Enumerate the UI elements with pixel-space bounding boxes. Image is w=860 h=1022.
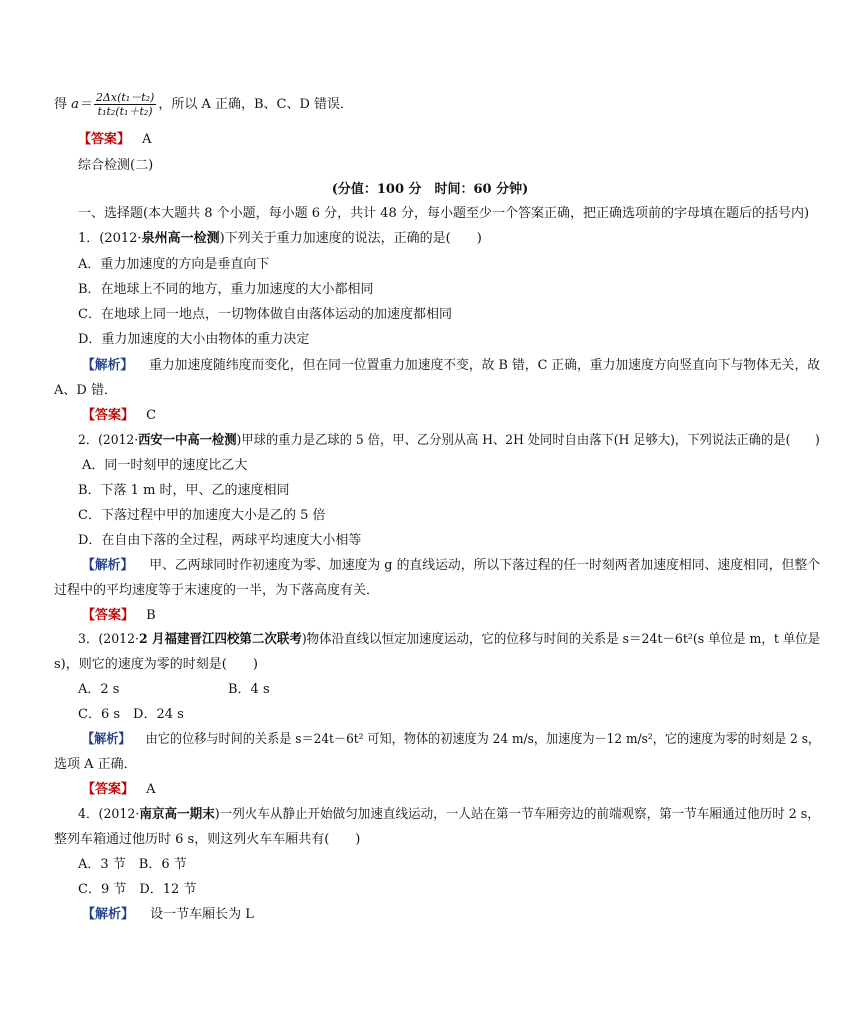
analysis-text: 甲、乙两球同时作初速度为零、加速度为 g 的直线运动，所以下落过程的任一时刻两者加速度相同、速度相同，但整个 (149, 558, 821, 573)
question-3-options-cd: C．6 s D．24 s (78, 707, 184, 722)
question-number: 3．(2012· (78, 632, 140, 647)
question-3-analysis (82, 731, 820, 749)
formula-line (54, 88, 353, 122)
question-3-options-ab (78, 681, 678, 699)
question-text: )一列火车从静止开始做匀加速直线运动，一人站在第一节车厢旁边的前端观察，第一节车厢通过他历时 2 s， (214, 807, 820, 822)
score-info: (分值：100 分 时间：60 分钟) (331, 182, 529, 197)
instructions: 一、选择题(本大题共 8 个小题，每小题 6 分，共计 48 分，每小题至少一个答案正确，把正确选项前的字母填在题后的括号内) (78, 206, 810, 221)
question-2-option-b: B．下落 1 m 时，甲、乙的速度相同 (78, 483, 290, 498)
answer-tag: 【答案】 (82, 608, 135, 623)
question-4-stem-cont: 整列车箱通过他历时 6 s，则这列火车车厢共有( ) (54, 832, 361, 847)
question-2-option-d: D．在自由下落的全过程，两球平均速度大小相等 (78, 533, 362, 548)
analysis-text: 设一节车厢长为 L (150, 907, 254, 922)
question-1-option-a: A．重力加速度的方向是垂直向下 (78, 257, 270, 272)
analysis-tag: 【解析】 (82, 732, 131, 747)
question-3-answer (82, 781, 156, 799)
answer-tag: 【答案】 (78, 132, 131, 147)
answer-value: A (142, 132, 152, 147)
question-source: 西安一中高一检测 (138, 433, 237, 448)
question-4-analysis (82, 906, 254, 924)
question-number: 2．(2012· (78, 433, 139, 448)
question-3-stem-cont: s)，则它的速度为零的时刻是( ) (54, 657, 258, 672)
question-2-stem (78, 432, 820, 450)
question-1-analysis-cont: A、D 错． (54, 383, 117, 398)
answer-tag: 【答案】 (82, 782, 135, 797)
analysis-text: 由它的位移与时间的关系是 s＝24t－6t² 可知，物体的初速度为 24 m/s，加速度为－12 m/s²，它的速度为零的时刻是 2 s， (145, 732, 821, 747)
question-source: 南京高一期末 (139, 807, 215, 822)
analysis-tag: 【解析】 (82, 358, 134, 373)
answer-value: B (146, 608, 156, 623)
question-2-option-a: A．同一时刻甲的速度比乙大 (82, 458, 248, 473)
formula-prefix: 得 (54, 97, 68, 112)
question-text: )下列关于重力加速度的说法，正确的是( ) (219, 231, 482, 246)
question-3-stem (78, 631, 820, 649)
question-4-options-ab: A．3 节 B．6 节 (78, 857, 187, 872)
answer-value: C (146, 408, 157, 423)
question-number: 4．(2012· (78, 807, 140, 822)
formula-suffix: ，所以 A 正确，B、C、D 错误． (158, 97, 354, 112)
question-1-option-c: C．在地球上同一地点，一切物体做自由落体运动的加速度都相同 (78, 307, 452, 322)
question-text: )甲球的重力是乙球的 5 倍，甲、乙分别从高 H、2H 处同时自由落下(H 足够大)，下列说法正确的是( ) (236, 433, 820, 448)
question-1-option-d: D．重力加速度的大小由物体的重力决定 (78, 332, 310, 347)
question-source: 2 月福建晋江四校第二次联考 (139, 632, 302, 647)
formula-numerator: 2Δx(t₁－t₂) (95, 91, 155, 104)
question-number: 1．(2012· (78, 231, 142, 246)
analysis-tag: 【解析】 (82, 558, 134, 573)
question-3-option-a: A．2 s (78, 682, 120, 697)
question-text: )物体沿直线以恒定加速度运动，它的位移与时间的关系是 s＝24t－6t²(s 单位是 m，t 单位是 (301, 632, 821, 647)
section-title: 综合检测(二) (78, 158, 154, 173)
analysis-text: 重力加速度随纬度而变化，但在同一位置重力加速度不变，故 B 错，C 正确，重力加速度方向竖直向下与物体无关，故 (149, 358, 821, 373)
question-1-stem (78, 230, 482, 248)
question-1-answer (82, 407, 156, 425)
formula-fraction (94, 91, 156, 118)
question-4-options-cd: C．9 节 D．12 节 (78, 882, 197, 897)
formula-lhs: a＝ (71, 97, 92, 112)
question-2-answer (82, 607, 156, 625)
formula-denominator: t₁t₂(t₁＋t₂) (97, 105, 153, 118)
question-3-analysis-cont: 选项 A 正确． (54, 757, 137, 772)
analysis-tag: 【解析】 (82, 907, 135, 922)
question-2-analysis-cont: 过程中的平均速度等于末速度的一半，为下落高度有关． (54, 583, 380, 598)
question-2-option-c: C．下落过程中甲的加速度大小是乙的 5 倍 (78, 508, 326, 523)
question-1-option-b: B．在地球上不同的地方，重力加速度的大小都相同 (78, 282, 374, 297)
answer-line-0 (78, 131, 152, 149)
question-3-option-b: B．4 s (228, 682, 270, 697)
question-2-analysis (82, 557, 820, 575)
answer-tag: 【答案】 (82, 408, 135, 423)
question-4-stem (78, 806, 820, 824)
question-source: 泉州高一检测 (141, 231, 220, 246)
question-1-analysis (82, 357, 820, 375)
answer-value: A (146, 782, 156, 797)
